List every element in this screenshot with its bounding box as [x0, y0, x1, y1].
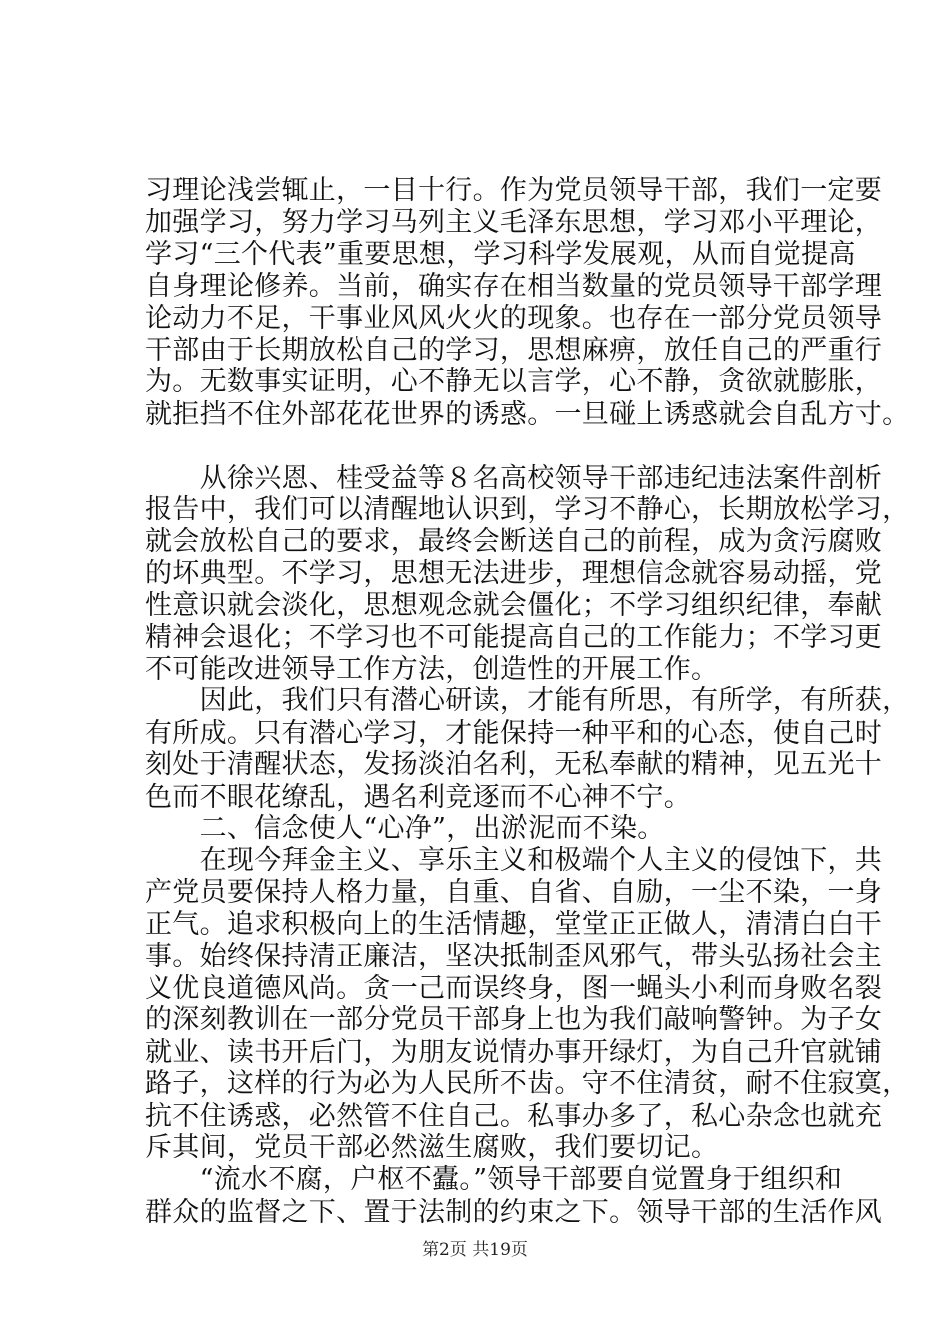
text-line: 不可能改进领导工作方法，创造性的开展工作。 — [145, 654, 719, 685]
text-line: 习理论浅尝辄止，一目十行。作为党员领导干部，我们一定要 — [145, 175, 883, 206]
text-line: 抗不住诱惑，必然管不住自己。私事办多了，私心杂念也就充 — [145, 1101, 883, 1132]
text-line: 从徐兴恩、桂受益等８名高校领导干部违纪违法案件剖析 — [145, 463, 883, 494]
text-line: 论动力不足，干事业风风火火的现象。也存在一部分党员领导 — [145, 303, 883, 334]
text-line: 路子，这样的行为必为人民所不齿。守不住清贫，耐不住寂寞， — [145, 1068, 910, 1099]
text-line: 群众的监督之下、置于法制的约束之下。领导干部的生活作风 — [145, 1197, 883, 1228]
text-line: 为。无数事实证明，心不静无以言学，心不静，贪欲就膨胀， — [145, 366, 883, 397]
text-line: 事。始终保持清正廉洁，坚决抵制歪风邪气，带头弘扬社会主 — [145, 941, 883, 972]
text-line: 有所成。只有潜心学习，才能保持一种平和的心态，使自己时 — [145, 718, 883, 749]
text-line: 干部由于长期放松自己的学习，思想麻痹，放任自己的严重行 — [145, 335, 883, 366]
text-line: 刻处于清醒状态，发扬淡泊名利，无私奉献的精神，见五光十 — [145, 749, 883, 780]
text-line: 斥其间，党员干部必然滋生腐败，我们要切记。 — [145, 1132, 719, 1163]
text-line: 的坏典型。不学习，思想无法进步，理想信念就容易动摇，党 — [145, 558, 883, 589]
text-line: 就拒挡不住外部花花世界的诱惑。一旦碰上诱惑就会自乱方寸。 — [145, 399, 910, 430]
text-line: 色而不眼花缭乱，遇名利竞逐而不心神不宁。 — [145, 782, 691, 813]
text-line: 因此，我们只有潜心研读，才能有所思，有所学，有所获， — [145, 685, 910, 716]
text-line: 的深刻教训在一部分党员干部身上也为我们敲响警钟。为子女 — [145, 1004, 883, 1035]
text-line: 性意识就会淡化，思想观念就会僵化；不学习组织纪律，奉献 — [145, 590, 883, 621]
text-line: 义优良道德风尚。贪一己而误终身，图一蝇头小利而身败名裂 — [145, 973, 883, 1004]
text-line: 加强学习，努力学习马列主义毛泽东思想，学习邓小平理论， — [145, 207, 883, 238]
text-line: 就会放松自己的要求，最终会断送自己的前程，成为贪污腐败 — [145, 526, 883, 557]
text-line: 精神会退化；不学习也不可能提高自己的工作能力；不学习更 — [145, 622, 883, 653]
text-line: 就业、读书开后门，为朋友说情办事开绿灯，为自己升官就铺 — [145, 1037, 883, 1068]
text-line: 学习“三个代表”重要思想，学习科学发展观，从而自觉提高 — [145, 239, 856, 270]
text-line: 报告中，我们可以清醒地认识到，学习不静心，长期放松学习， — [145, 494, 910, 525]
text-line: 正气。追求积极向上的生活情趣，堂堂正正做人，清清白白干 — [145, 909, 883, 940]
section-heading: 二、信念使人“心净”，出淤泥而不染。 — [145, 813, 665, 844]
text-line: 自身理论修养。当前，确实存在相当数量的党员领导干部学理 — [145, 271, 883, 302]
text-line: 在现今拜金主义、享乐主义和极端个人主义的侵蚀下，共 — [145, 845, 883, 876]
text-line: 产党员要保持人格力量，自重、自省、自励，一尘不染，一身 — [145, 877, 883, 908]
text-line: “流水不腐，户枢不蠹。”领导干部要自觉置身于组织和 — [145, 1164, 843, 1195]
page-number-footer: 第2页 共19页 — [422, 1240, 528, 1260]
